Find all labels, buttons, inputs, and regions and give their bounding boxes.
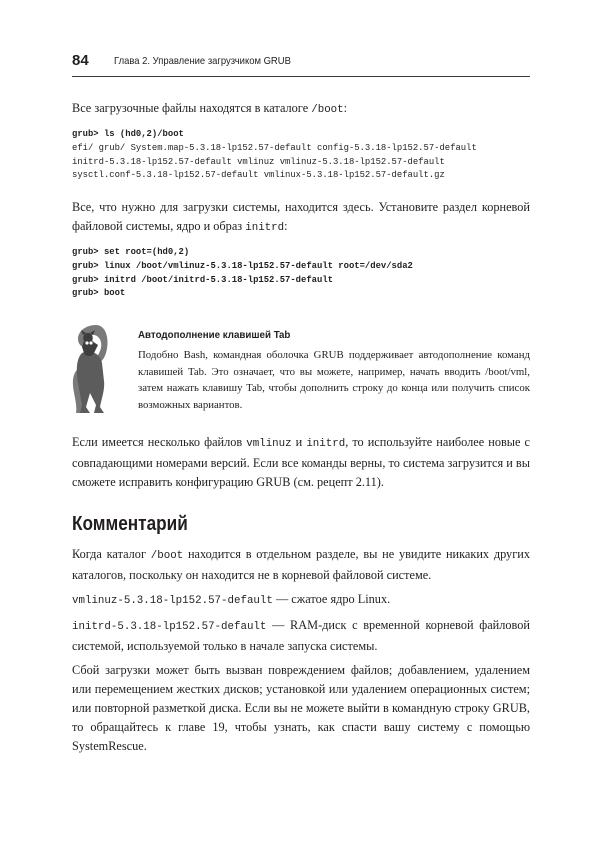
tip-title: Автодополнение клавишей Tab	[138, 329, 291, 341]
code-line: initrd-5.3.18-lp152.57-default vmlinuz vmlinuz-5.3.18-lp152.57-default	[72, 156, 445, 167]
paragraph-boot-files: Все загрузочные файлы находятся в каталоге /boot:	[72, 101, 348, 116]
code-block-boot	[72, 246, 530, 301]
paragraph-vmlinuz: vmlinuz-5.3.18-lp152.57-default — сжатое ядро Linux.	[72, 592, 391, 607]
tip-text: Подобно Bash, командная оболочка GRUB поддерживает автодополнение команд клавишей Tab. Это означает, что вы можете, например, начать вводить /boot/vml, затем нажать клавишу Tab, чтобы дополнить строку до конца или получить список возможных вариантов.	[138, 349, 530, 411]
section-heading: Комментарий	[72, 513, 188, 535]
code-line: sysctl.conf-5.3.18-lp152.57-default vmlinux-5.3.18-lp152.57-default.gz	[72, 170, 445, 181]
code-line: grub> set root=(hd0,2)	[72, 247, 190, 257]
paragraph-multiple-files: Если имеется несколько файлов vmlinuz и initrd, то используйте наиболее новые с совпадающими номерами версий. Если все команды верны, то система загрузится и вы сможете исправить конфигурацию GRUB (см. рецепт 2.11).	[72, 435, 530, 489]
lemur-icon	[56, 323, 120, 415]
paragraph-initrd: initrd-5.3.18-lp152.57-default — RAM-диск с временной корневой файловой системой, используемой только в начале запуска системы.	[72, 618, 531, 653]
code-line: grub> initrd /boot/initrd-5.3.18-lp152.57-default	[72, 274, 333, 285]
paragraph-set-root: Все, что нужно для загрузки системы, находится здесь. Установите раздел корневой файловой системы, ядро и образ initrd:	[72, 200, 530, 234]
chapter-title: Глава 2. Управление загрузчиком GRUB	[114, 55, 291, 67]
code-line: grub> ls (hd0,2)/boot	[72, 129, 184, 139]
code-line: grub> linux /boot/vmlinuz-5.3.18-lp152.57-default root=/dev/sda2	[72, 260, 413, 271]
paragraph-separate-partition: Когда каталог /boot находится в отдельном разделе, вы не увидите никаких других каталогов, поскольку он находится не в корневой файловой системе.	[72, 547, 530, 582]
paragraph-boot-failure: Сбой загрузки может быть вызван повреждением файлов; добавлением, удалением или перемещением жестких дисков; установкой или удалением операционных систем; или повторной разметкой диска. Если вы не можете выйти в командную строку GRUB, то обращайтесь к главе 19, чтобы узнать, как спасти вашу систему с помощью SystemRescue.	[72, 663, 530, 753]
code-block-ls	[72, 128, 530, 183]
page-number: 84	[72, 52, 89, 69]
code-line: grub> boot	[72, 288, 126, 299]
code-line: efi/ grub/ System.map-5.3.18-lp152.57-default config-5.3.18-lp152.57-default	[72, 142, 477, 153]
page-header	[72, 52, 530, 77]
